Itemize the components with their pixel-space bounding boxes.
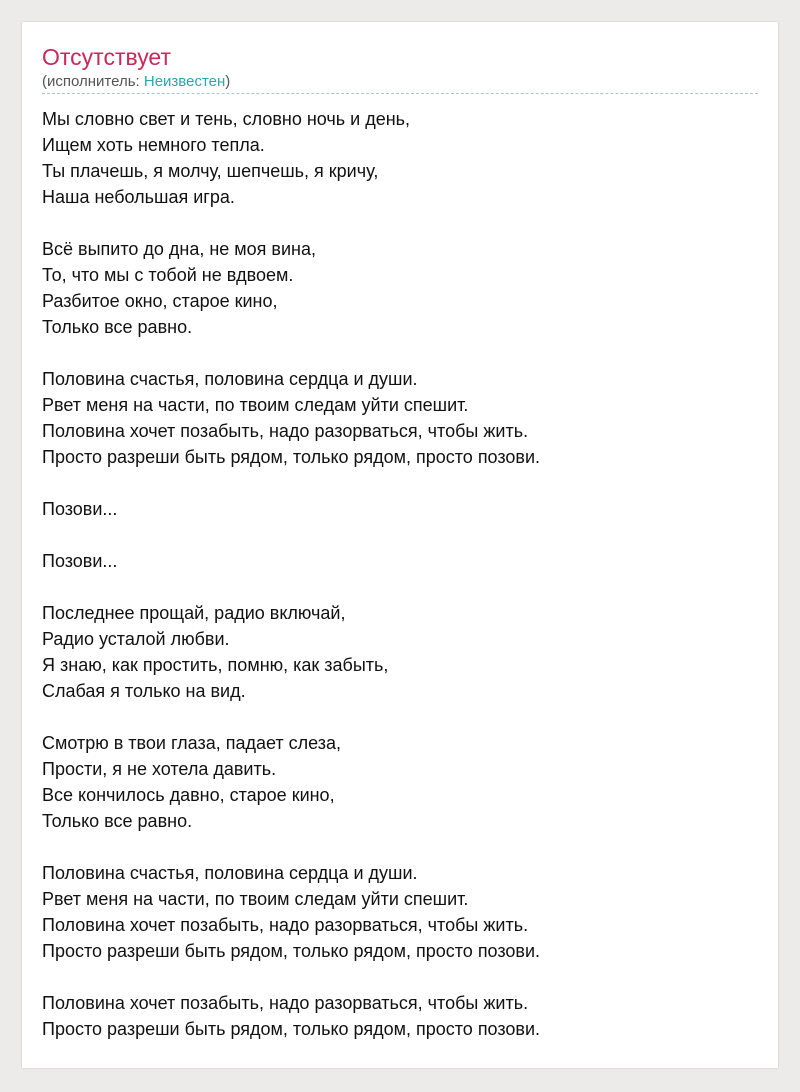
- lyrics-stanza: [42, 730, 758, 834]
- artist-suffix: ): [225, 73, 231, 90]
- lyrics-line: Радио усталой любви.: [42, 629, 230, 649]
- lyrics-line: Всё выпито до дна, не моя вина,: [42, 239, 316, 259]
- song-title: Отсутствует: [42, 44, 171, 70]
- lyrics-card: [22, 22, 778, 1068]
- lyrics-body: [42, 106, 758, 1068]
- lyrics-line: Просто разреши быть рядом, только рядом, просто позови.: [42, 1019, 541, 1039]
- lyrics-line: Только все равно.: [42, 811, 193, 831]
- lyrics-stanza: [42, 236, 758, 340]
- lyrics-stanza: [42, 366, 758, 470]
- lyrics-line: Последнее прощай, радио включай,: [42, 603, 346, 623]
- title-divider: [42, 93, 758, 94]
- lyrics-line: Ты плачешь, я молчу, шепчешь, я кричу,: [42, 161, 379, 181]
- lyrics-line: Я знаю, как простить, помню, как забыть,: [42, 655, 389, 675]
- lyrics-line: Позови...: [42, 551, 118, 571]
- artist-prefix: (исполнитель:: [42, 73, 144, 90]
- lyrics-stanza: [42, 548, 758, 574]
- lyrics-stanza: [42, 600, 758, 704]
- lyrics-line: Прости, я не хотела давить.: [42, 759, 277, 779]
- lyrics-line: Половина счастья, половина сердца и души.: [42, 369, 418, 389]
- lyrics-line: Только все равно.: [42, 317, 193, 337]
- lyrics-line: Слабая я только на вид.: [42, 681, 246, 701]
- lyrics-line: Наша небольшая игра.: [42, 187, 235, 207]
- lyrics-line: Половина счастья, половина сердца и души.: [42, 863, 418, 883]
- lyrics-line: Позови...: [42, 499, 118, 519]
- artist-line: [42, 72, 230, 92]
- lyrics-stanza: [42, 990, 758, 1042]
- lyrics-line: Рвет меня на части, по твоим следам уйти спешит.: [42, 889, 469, 909]
- lyrics-line: Ищем хоть немного тепла.: [42, 135, 265, 155]
- lyrics-line: Половина хочет позабыть, надо разорваться, чтобы жить.: [42, 915, 529, 935]
- lyrics-line: Мы словно свет и тень, словно ночь и день,: [42, 109, 411, 129]
- lyrics-stanza: [42, 106, 758, 210]
- lyrics-line: Рвет меня на части, по твоим следам уйти спешит.: [42, 395, 469, 415]
- lyrics-line: Смотрю в твои глаза, падает слеза,: [42, 733, 342, 753]
- lyrics-line: Разбитое окно, старое кино,: [42, 291, 278, 311]
- lyrics-stanza: [42, 496, 758, 522]
- lyrics-line: То, что мы с тобой не вдвоем.: [42, 265, 294, 285]
- lyrics-stanza: [42, 860, 758, 964]
- lyrics-line: Половина хочет позабыть, надо разорваться, чтобы жить.: [42, 993, 529, 1013]
- lyrics-line: Половина хочет позабыть, надо разорваться, чтобы жить.: [42, 421, 529, 441]
- lyrics-line: Просто разреши быть рядом, только рядом, просто позови.: [42, 941, 541, 961]
- lyrics-line: Просто разреши быть рядом, только рядом, просто позови.: [42, 447, 541, 467]
- artist-link[interactable]: Неизвестен: [143, 73, 226, 90]
- lyrics-line: Все кончилось давно, старое кино,: [42, 785, 335, 805]
